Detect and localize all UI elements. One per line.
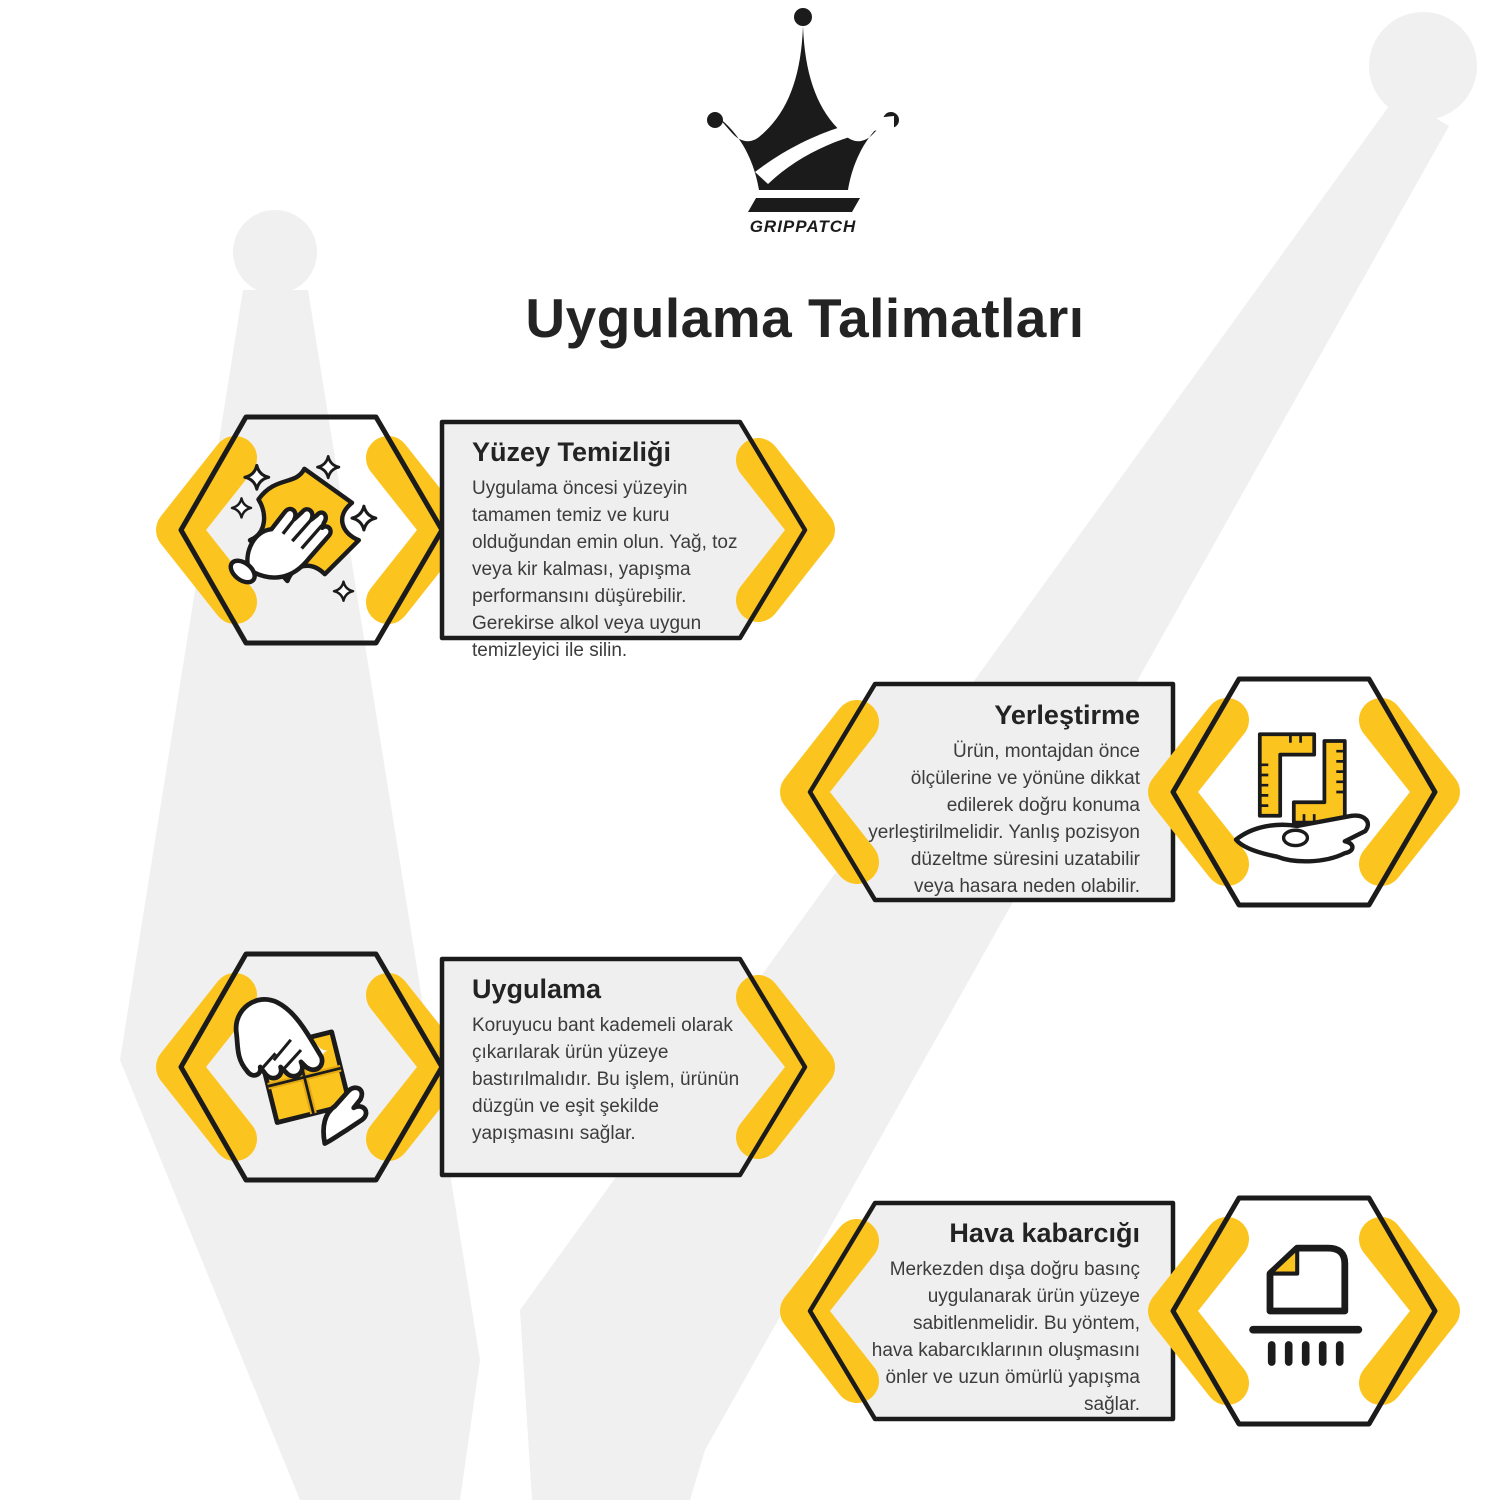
step4-title: Hava kabarcığı bbox=[949, 1218, 1140, 1248]
page-title: Uygulama Talimatları bbox=[525, 287, 1085, 349]
logo-wordmark: GRIPPATCH bbox=[749, 217, 857, 236]
step1-title: Yüzey Temizliği bbox=[472, 437, 672, 467]
step3-body: Koruyucu bant kademeli olarak çıkarılarak ürün yüzeye bastırılmalıdır. Bu işlem, ürünün düzgün ve eşit şekilde yapışmasını sağlar. bbox=[472, 1015, 740, 1144]
hex-chevron-left-icon bbox=[178, 458, 235, 602]
ruler-hand-icon bbox=[1236, 734, 1368, 861]
step3-title: Uygulama bbox=[472, 974, 602, 1004]
crown-body bbox=[718, 26, 889, 190]
step1-body: Uygulama öncesi yüzeyin tamamen temiz ve kuru olduğundan emin olun. Yağ, toz veya kir kalması, yapışma performansını düşürebilir. Gerekirse alkol veya uygun temizleyici ile silin. bbox=[472, 478, 738, 661]
hex-chevron-right-icon bbox=[388, 995, 445, 1139]
crown-left-ball bbox=[707, 112, 723, 128]
watermark-ball-right bbox=[1369, 12, 1477, 120]
step3-text-block bbox=[472, 974, 744, 1147]
step2-title: Yerleştirme bbox=[994, 700, 1140, 730]
press-patch-hands-icon bbox=[236, 999, 366, 1143]
cleaning-hand-cloth-icon bbox=[227, 456, 376, 606]
hex-chevron-left-icon bbox=[1170, 1239, 1227, 1383]
crown-top-ball bbox=[794, 8, 812, 26]
hex-chevron-left-icon bbox=[1170, 720, 1227, 864]
step2-text-block bbox=[868, 700, 1140, 900]
step1-text-block bbox=[472, 437, 744, 664]
hex-chevron-right-icon bbox=[388, 458, 445, 602]
squeegee-sheet-icon bbox=[1253, 1248, 1358, 1362]
hex-chevron-left-icon bbox=[178, 995, 235, 1139]
crown-base-bar bbox=[748, 198, 860, 212]
step4-body: Merkezden dışa doğru basınç uygulanarak ürün yüzeye sabitlenmelidir. Bu yöntem, hava kabarcıklarının oluşmasını önler ve uzun ömürlü yapışma sağlar. bbox=[871, 1259, 1140, 1415]
step4-text-block bbox=[868, 1218, 1140, 1418]
watermark-ball-left bbox=[233, 210, 317, 294]
hex-chevron-right-icon bbox=[1381, 720, 1438, 864]
grippatch-logo bbox=[702, 4, 902, 240]
hex-chevron-right-icon bbox=[1381, 1239, 1438, 1383]
step2-body: Ürün, montajdan önce ölçülerine ve yönüne dikkat edilerek doğru konuma yerleştirilmelidir. Yanlış pozisyon düzeltme süresini uzatabilir veya hasara neden olabilir. bbox=[868, 741, 1140, 897]
